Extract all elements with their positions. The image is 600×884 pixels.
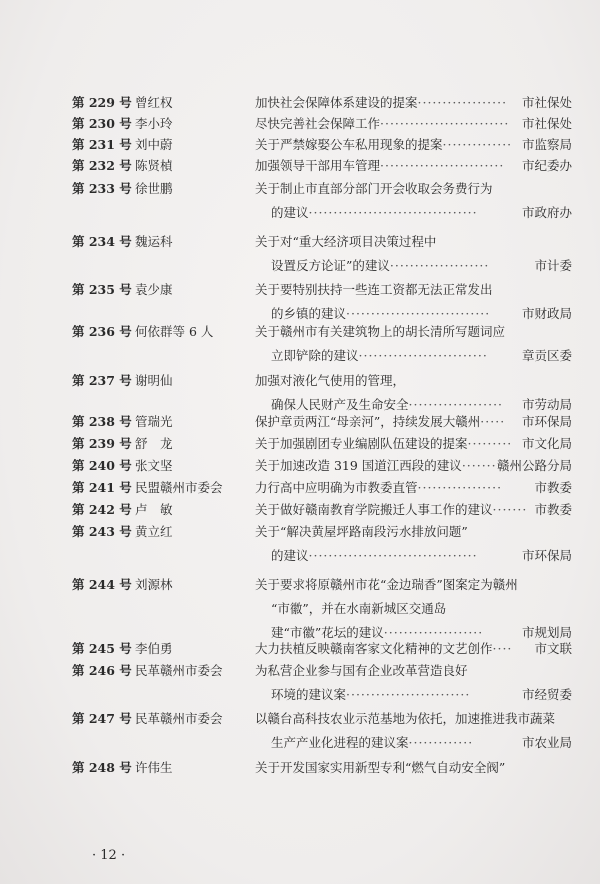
leader-dots: ···················· (389, 258, 490, 273)
proposal-title-line (255, 478, 502, 498)
proposal-number: 第 237 号 (72, 373, 132, 388)
proposal-title-line (255, 232, 436, 252)
handling-department: 市教委 (534, 502, 572, 517)
proposer-name: 黄立红 (135, 524, 173, 539)
proposal-title-text: 关于“解决黄屋坪路南段污水排放问题” (255, 524, 468, 539)
proposal-title-text: 加快社会保障体系建设的提案 (255, 95, 418, 110)
proposal-title-line (255, 179, 493, 199)
proposal-title-text: 加强对液化气使用的管理， (255, 373, 406, 388)
proposal-title-line (255, 114, 509, 134)
proposal-title-line (255, 709, 555, 729)
leader-dots: ············· (408, 735, 474, 750)
proposal-title-text: 关于做好赣南教育学院搬迁人事工作的建议 (255, 502, 493, 517)
proposer-name: 魏运科 (135, 234, 173, 249)
handling-department: 市教委 (534, 480, 572, 495)
proposer-name: 袁少康 (135, 282, 173, 297)
proposal-title-text: 关于要特别扶持一些连工资都无法正常发出 (255, 282, 493, 297)
proposal-title-line (255, 434, 512, 454)
handling-department: 市经贸委 (521, 687, 572, 702)
leader-dots: ·························· (380, 116, 510, 131)
proposer-name: 管瑞光 (135, 414, 173, 429)
proposal-title-text: 尽快完善社会保障工作 (255, 116, 381, 131)
leader-dots: ······· (461, 458, 497, 473)
handling-department: 市规划局 (521, 625, 572, 640)
proposal-title-line (255, 500, 527, 520)
proposer-name: 李伯勇 (135, 641, 173, 656)
leader-dots: ·································· (308, 205, 478, 220)
proposal-title-text: 设置反方论证”的建议 (271, 258, 390, 273)
proposal-title-text: 关于开发国家实用新型专利“燃气自动安全阀” (255, 760, 506, 775)
proposal-title-text: 立即铲除的建议 (271, 348, 359, 363)
proposal-title-line (271, 203, 478, 223)
proposer-name: 徐世鹏 (135, 181, 173, 196)
leader-dots: ···· (492, 641, 513, 656)
proposal-title-text: 的建议 (271, 548, 309, 563)
proposal-title-text: 关于对“重大经济项目决策过程中 (255, 234, 437, 249)
proposer-name: 谢明仙 (135, 373, 173, 388)
handling-department: 市计委 (534, 258, 572, 273)
proposer-name: 刘源林 (135, 577, 173, 592)
proposer-name: 民革赣州市委会 (135, 711, 223, 726)
proposal-number: 第 230 号 (72, 116, 132, 131)
proposer-name: 李小玲 (135, 116, 173, 131)
proposal-title-text: 环境的建议案 (271, 687, 347, 702)
proposer-name: 张文坚 (135, 458, 173, 473)
proposal-number: 第 233 号 (72, 181, 132, 196)
handling-department: 市文化局 (521, 436, 572, 451)
proposal-title-line (255, 93, 507, 113)
proposal-title-line (271, 346, 488, 366)
proposal-title-line (255, 522, 468, 542)
proposal-title-text: 加强领导干部用车管理 (255, 158, 381, 173)
proposer-name: 舒 龙 (135, 436, 173, 451)
proposal-number: 第 244 号 (72, 577, 132, 592)
handling-department: 市文联 (534, 641, 572, 656)
leader-dots: ················· (417, 480, 503, 495)
handling-department: 赣州公路分局 (496, 458, 572, 473)
proposal-title-text: 保护章贡两江“母亲河”，持续发展大赣州 (255, 414, 481, 429)
proposal-title-line (271, 685, 470, 705)
proposer-name: 刘中蔚 (135, 137, 173, 152)
handling-department: 市环保局 (521, 414, 572, 429)
proposal-title-line (255, 280, 493, 300)
leader-dots: ········· (467, 436, 513, 451)
proposal-number: 第 235 号 (72, 282, 132, 297)
proposal-number: 第 229 号 (72, 95, 132, 110)
proposal-title-line (271, 256, 489, 276)
proposal-title-line (255, 639, 512, 659)
proposal-title-line (271, 304, 490, 324)
proposer-name: 许伟生 (135, 760, 173, 775)
leader-dots: ··················· (408, 397, 504, 412)
handling-department: 市环保局 (521, 548, 572, 563)
leader-dots: ························· (380, 158, 505, 173)
proposal-number: 第 240 号 (72, 458, 132, 473)
proposal-number: 第 247 号 (72, 711, 132, 726)
leader-dots: ·············· (442, 137, 513, 152)
proposal-title-line (255, 371, 405, 391)
proposal-title-text: 关于加强剧团专业编剧队伍建设的提案 (255, 436, 468, 451)
proposal-number: 第 245 号 (72, 641, 132, 656)
proposal-title-line (255, 758, 505, 778)
proposal-number: 第 242 号 (72, 502, 132, 517)
handling-department: 市财政局 (521, 306, 572, 321)
proposal-title-line (255, 456, 497, 476)
proposal-title-text: 关于制止市直部分部门开会收取会务费行为 (255, 181, 493, 196)
proposal-title-text: 大力扶植反映赣南客家文化精神的文艺创作 (255, 641, 493, 656)
handling-department: 市政府办 (521, 205, 572, 220)
proposal-number: 第 241 号 (72, 480, 132, 495)
proposal-title-text: 确保人民财产及生命安全 (271, 397, 409, 412)
proposal-title-line (255, 322, 505, 342)
leader-dots: ·························· (358, 348, 488, 363)
leader-dots: ·································· (308, 548, 478, 563)
proposal-title-text: 生产产业化进程的建议案 (271, 735, 409, 750)
proposal-number: 第 236 号 (72, 324, 132, 339)
proposal-number: 第 234 号 (72, 234, 132, 249)
leader-dots: ····························· (346, 306, 491, 321)
proposal-number: 第 243 号 (72, 524, 132, 539)
proposer-name: 陈贤楨 (135, 158, 173, 173)
proposal-number: 第 239 号 (72, 436, 132, 451)
proposal-title-line (271, 733, 473, 753)
handling-department: 市纪委办 (521, 158, 572, 173)
leader-dots: ····· (480, 414, 506, 429)
proposal-title-line (271, 546, 478, 566)
proposal-title-line (255, 135, 512, 155)
proposal-title-text: 关于要求将原赣州市花“金边瑞香”图案定为赣州 (255, 577, 518, 592)
proposal-number: 第 232 号 (72, 158, 132, 173)
leader-dots: ···················· (383, 625, 484, 640)
handling-department: 市农业局 (521, 735, 572, 750)
proposal-title-text: 关于赣州市有关建筑物上的胡长清所写题词应 (255, 324, 506, 339)
proposer-name: 民革赣州市委会 (135, 663, 223, 678)
proposal-title-line (255, 575, 518, 595)
proposer-name: 曾红权 (135, 95, 173, 110)
proposal-title-text: 建“市徽”花坛的建议 (271, 625, 384, 640)
proposal-title-line (255, 661, 468, 681)
proposer-name: 卢 敏 (135, 502, 173, 517)
handling-department: 章贡区委 (521, 348, 572, 363)
handling-department: 市社保处 (521, 116, 572, 131)
proposal-title-text: 以赣台高科技农业示范基地为依托，加速推进我市蔬菜 (255, 711, 556, 726)
handling-department: 市监察局 (521, 137, 572, 152)
leader-dots: ·················· (417, 95, 508, 110)
proposal-title-text: “市徽”，并在水南新城区交通岛 (271, 601, 447, 616)
proposal-title-text: 的建议 (271, 205, 309, 220)
proposal-number: 第 231 号 (72, 137, 132, 152)
proposal-number: 第 238 号 (72, 414, 132, 429)
proposal-title-text: 为私营企业参与国有企业改革营造良好 (255, 663, 468, 678)
handling-department: 市社保处 (521, 95, 572, 110)
proposal-title-text: 力行高中应明确为市教委直管 (255, 480, 418, 495)
proposer-name: 民盟赣州市委会 (135, 480, 223, 495)
proposal-number: 第 248 号 (72, 760, 132, 775)
proposal-number: 第 246 号 (72, 663, 132, 678)
leader-dots: ························· (346, 687, 471, 702)
proposal-title-line (271, 599, 446, 619)
proposal-title-text: 关于严禁嫁娶公车私用现象的提案 (255, 137, 443, 152)
leader-dots: ······· (492, 502, 528, 517)
proposal-title-line (255, 156, 504, 176)
handling-department: 市劳动局 (521, 397, 572, 412)
proposal-title-line (255, 412, 505, 432)
proposer-name: 何依群等 6 人 (135, 324, 214, 339)
proposal-title-text: 的乡镇的建议 (271, 306, 347, 321)
page-number: · 12 · (92, 848, 126, 863)
proposal-title-text: 关于加速改造 319 国道江西段的建议 (255, 458, 462, 473)
